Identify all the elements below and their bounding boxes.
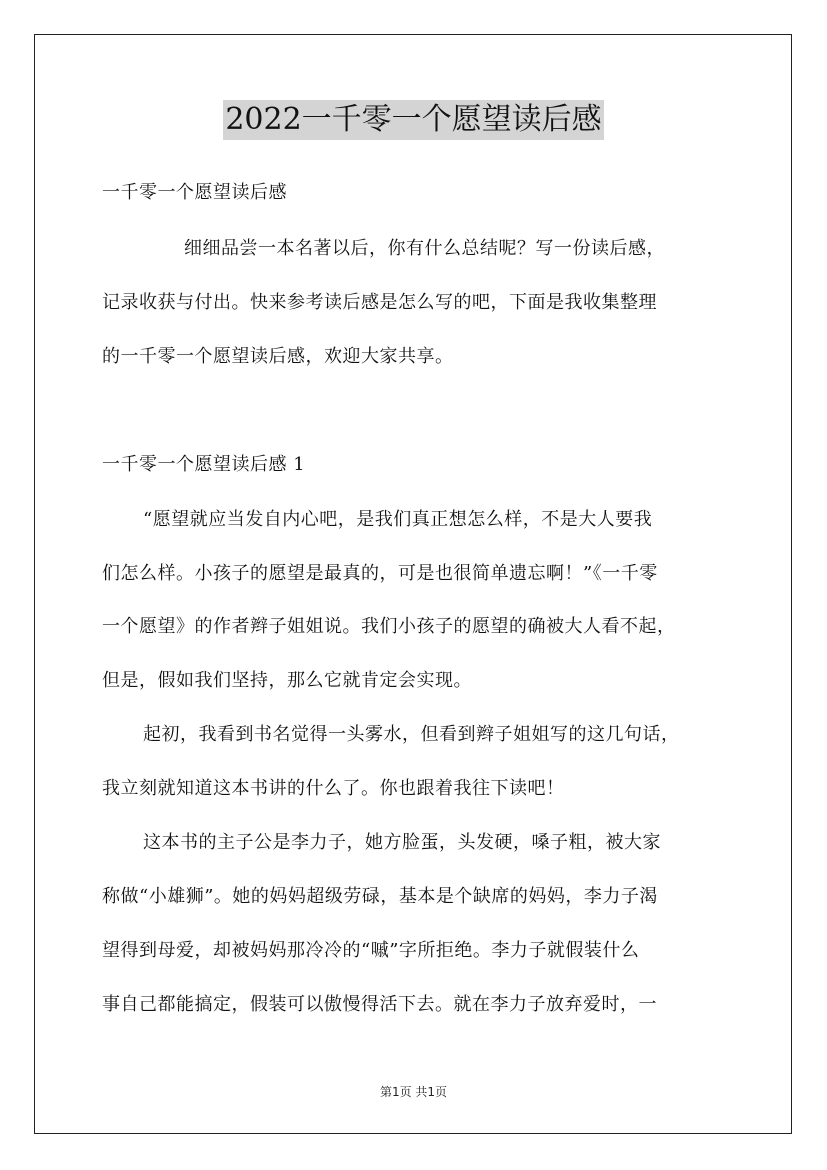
body-line-8: 称做“小雄狮”。她的妈妈超级劳碌，基本是个缺席的妈妈，李力子渴	[102, 886, 658, 907]
document-title: 2022一千零一个愿望读后感	[223, 100, 603, 140]
body-line-9: 望得到母爱，却被妈妈那冷冷的“嘁”字所拒绝。李力子就假装什么	[102, 940, 640, 961]
body-line-4: 但是，假如我们坚持，那么它就肯定会实现。	[102, 670, 472, 691]
body-line-1: “愿望就应当发自内心吧，是我们真正想怎么样，不是大人要我	[143, 509, 653, 530]
body-line-7: 这本书的主子公是李力子，她方脸蛋，头发硬，嗓子粗，被大家	[143, 832, 661, 853]
document-subtitle: 一千零一个愿望读后感	[102, 182, 287, 203]
body-line-6: 我立刻就知道这本书讲的什么了。你也跟着我往下读吧！	[102, 778, 565, 799]
page-footer: 第1页 共1页	[379, 1085, 448, 1099]
body-line-10: 事自己都能搞定，假装可以傲慢得活下去。就在李力子放弃爱时，一	[102, 994, 657, 1015]
intro-line-3: 的一千零一个愿望读后感，欢迎大家共享。	[102, 346, 454, 367]
body-line-2: 们怎么样。小孩子的愿望是最真的，可是也很简单遗忘啊！”《一千零	[102, 563, 658, 584]
intro-line-1: 细细品尝一本名著以后，你有什么总结呢？写一份读后感，	[184, 238, 665, 259]
title-container	[0, 100, 827, 140]
intro-line-2: 记录收获与付出。快来参考读后感是怎么写的吧，下面是我收集整理	[102, 292, 657, 313]
body-line-5: 起初，我看到书名觉得一头雾水，但看到辫子姐姐写的这几句话，	[143, 724, 680, 745]
section-heading: 一千零一个愿望读后感 1	[102, 454, 306, 475]
body-line-3: 一个愿望》的作者辫子姐姐说。我们小孩子的愿望的确被大人看不起，	[102, 616, 676, 637]
